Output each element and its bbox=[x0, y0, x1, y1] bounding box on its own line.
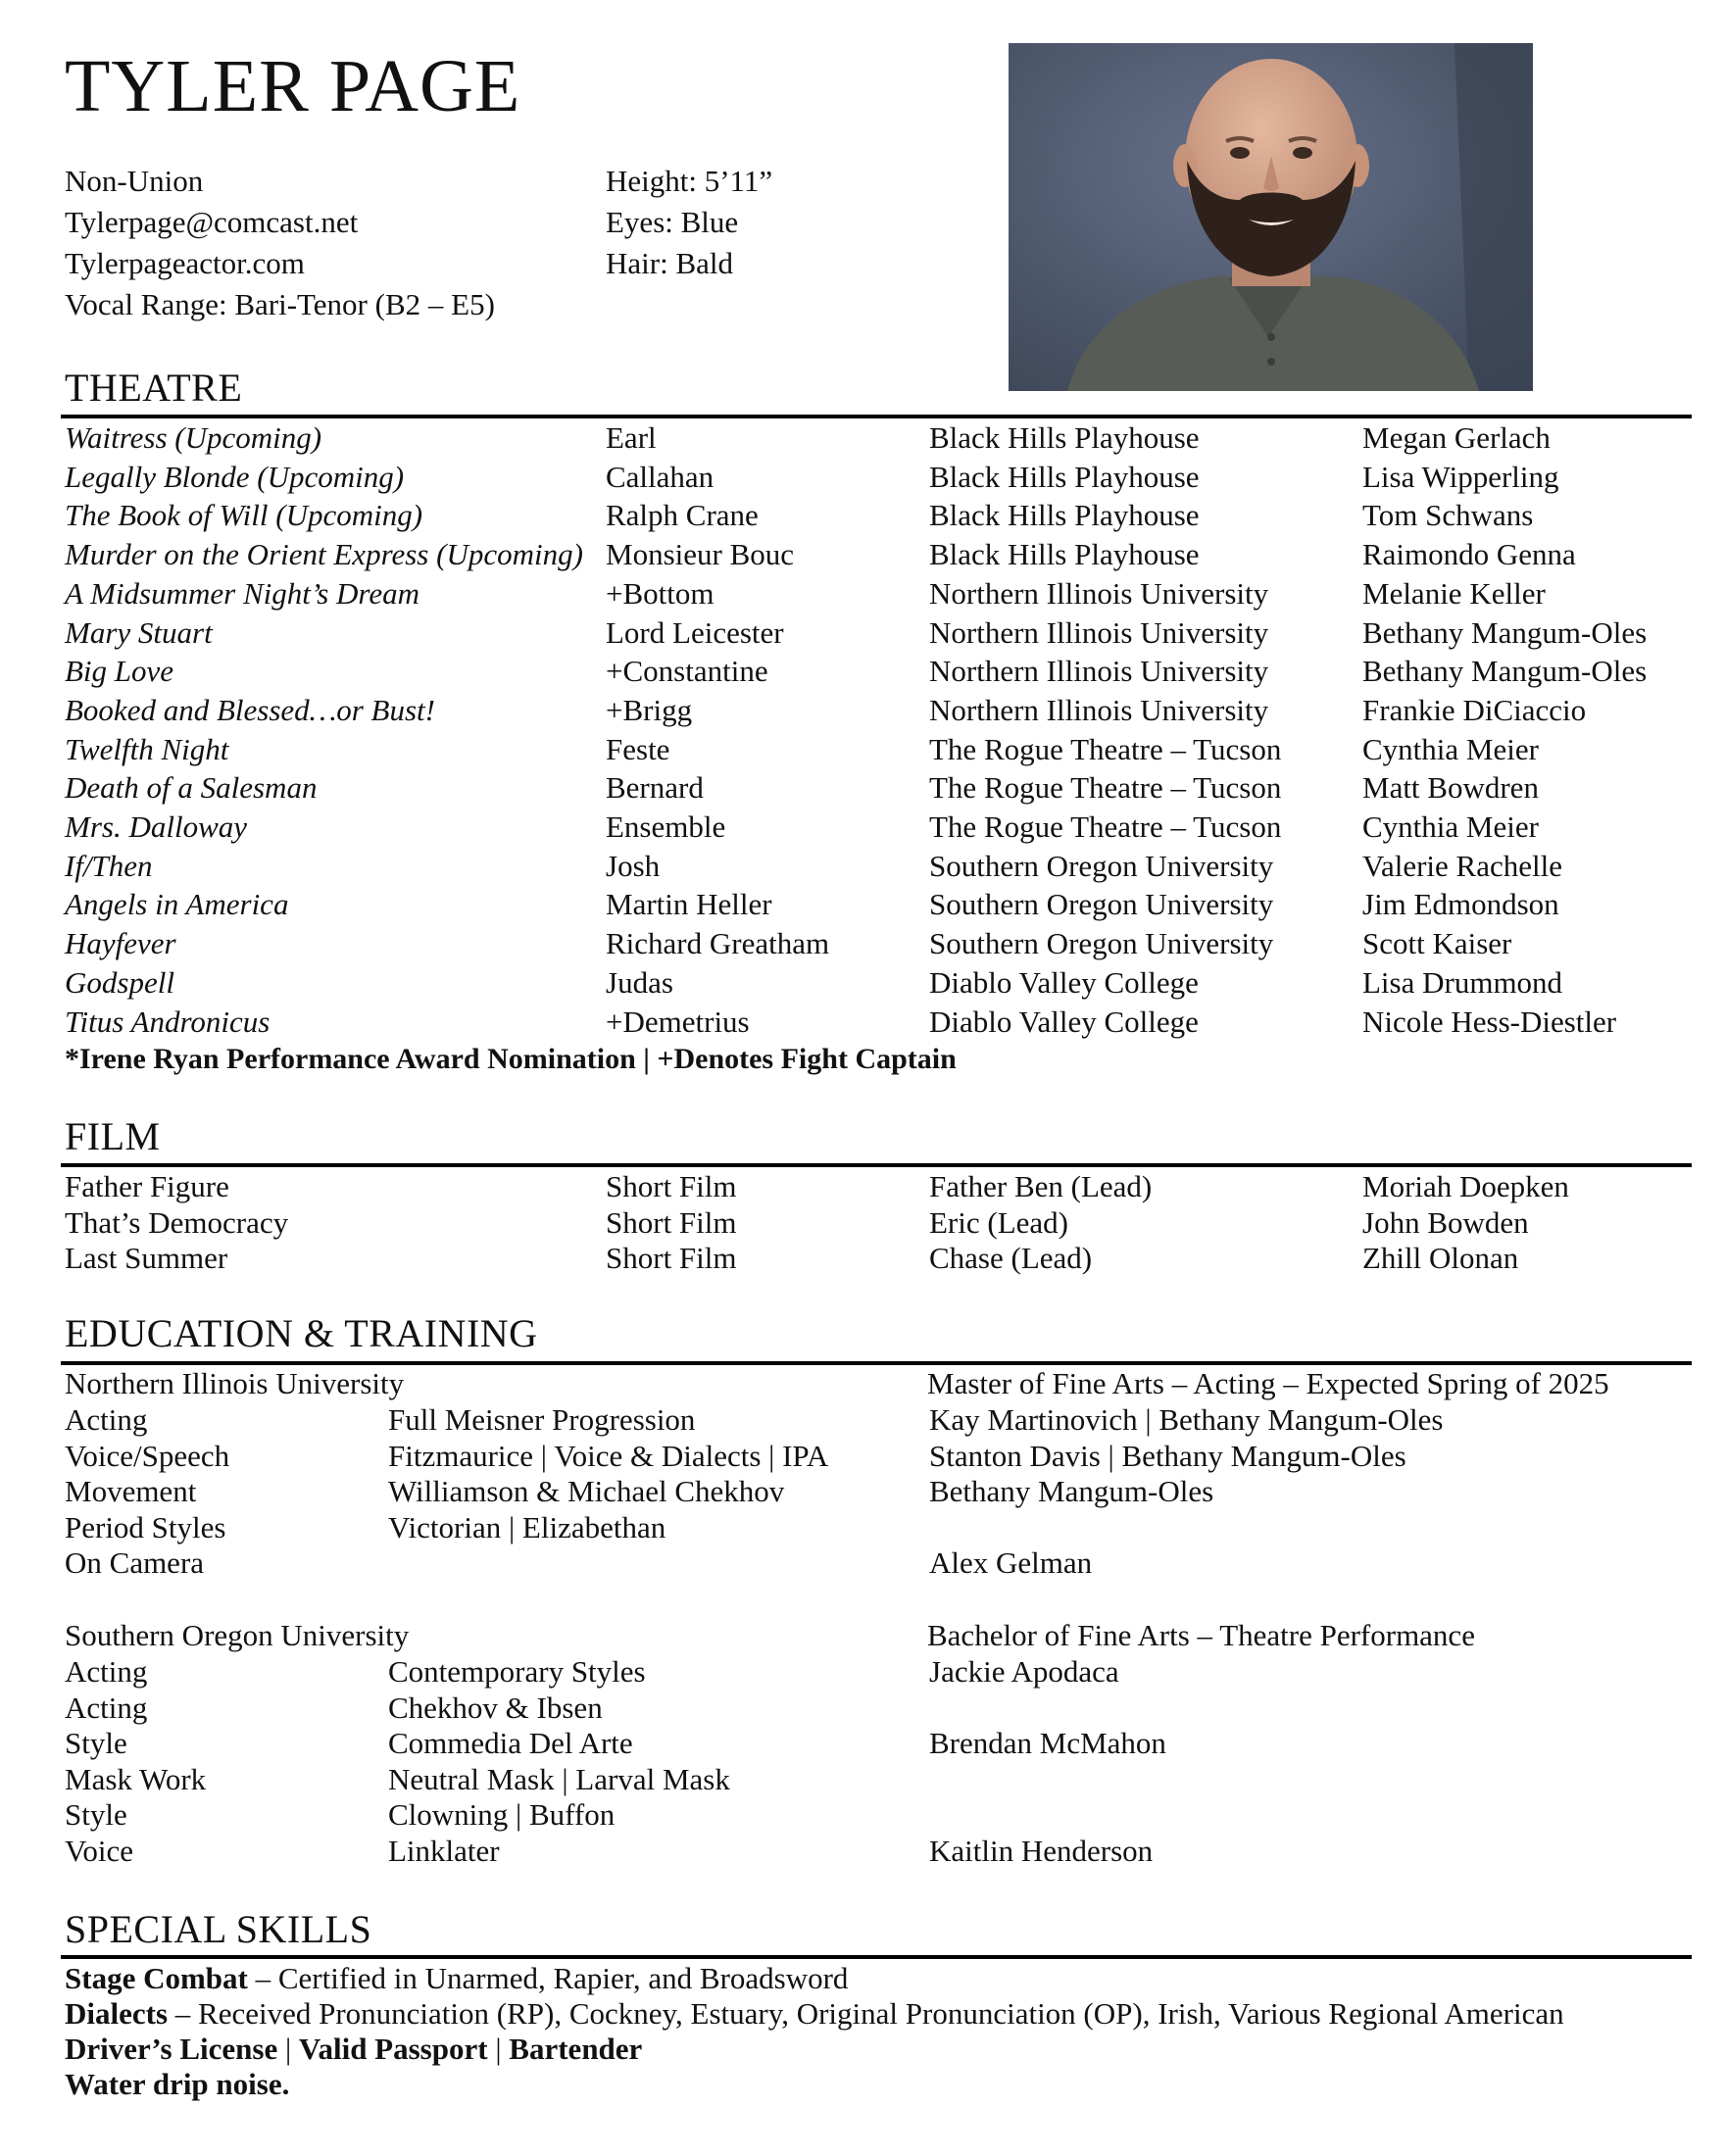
training-subject: Voice bbox=[65, 1834, 134, 1868]
training-detail: Linklater bbox=[388, 1834, 500, 1868]
company: The Rogue Theatre – Tucson bbox=[929, 731, 1282, 766]
training-detail: Victorian | Elizabethan bbox=[388, 1509, 666, 1544]
director: Cynthia Meier bbox=[1362, 731, 1539, 766]
director: Raimondo Genna bbox=[1362, 537, 1576, 572]
film-type: Short Film bbox=[606, 1204, 737, 1240]
film-director: Zhill Olonan bbox=[1362, 1241, 1519, 1275]
show-title: The Book of Will (Upcoming) bbox=[65, 498, 423, 533]
show-title: Booked and Blessed…or Bust! bbox=[65, 692, 435, 727]
director: Valerie Rachelle bbox=[1362, 848, 1562, 883]
film-role: Eric (Lead) bbox=[929, 1204, 1068, 1240]
show-title: Titus Andronicus bbox=[65, 1004, 271, 1039]
show-title: Angels in America bbox=[65, 887, 289, 922]
show-title: Twelfth Night bbox=[65, 731, 229, 766]
training-teacher: Brendan McMahon bbox=[929, 1726, 1166, 1761]
training-subject: Acting bbox=[65, 1654, 148, 1689]
director: Cynthia Meier bbox=[1362, 809, 1539, 844]
role: Bernard bbox=[606, 770, 704, 806]
training-subject: On Camera bbox=[65, 1545, 205, 1581]
skills-rule bbox=[61, 1955, 1692, 1959]
eyes: Eyes: Blue bbox=[606, 205, 739, 239]
company: Black Hills Playhouse bbox=[929, 537, 1200, 572]
show-title: Hayfever bbox=[65, 926, 176, 961]
company: Black Hills Playhouse bbox=[929, 420, 1200, 455]
skill-misc bbox=[65, 2032, 642, 2067]
skill-label: Dialects bbox=[65, 1996, 169, 2031]
height: Height: 5’11” bbox=[606, 164, 773, 198]
show-title: Legally Blonde (Upcoming) bbox=[65, 459, 405, 494]
show-title: Mary Stuart bbox=[65, 614, 213, 650]
film-director: John Bowden bbox=[1362, 1204, 1529, 1240]
role: +Demetrius bbox=[606, 1004, 750, 1039]
company: Black Hills Playhouse bbox=[929, 459, 1200, 494]
skill-separator: | bbox=[487, 2032, 510, 2066]
training-subject: Style bbox=[65, 1797, 127, 1833]
skill-separator: | bbox=[277, 2032, 299, 2066]
training-teacher: Stanton Davis | Bethany Mangum-Oles bbox=[929, 1438, 1406, 1473]
training-detail: Fitzmaurice | Voice & Dialects | IPA bbox=[388, 1438, 829, 1473]
role: Josh bbox=[606, 848, 661, 883]
training-detail: Commedia Del Arte bbox=[388, 1726, 633, 1761]
role: Martin Heller bbox=[606, 887, 772, 922]
company: Black Hills Playhouse bbox=[929, 498, 1200, 533]
show-title: Mrs. Dalloway bbox=[65, 809, 247, 844]
director: Lisa Drummond bbox=[1362, 964, 1563, 1000]
training-detail: Chekhov & Ibsen bbox=[388, 1690, 603, 1725]
headshot-photo bbox=[1009, 43, 1533, 391]
training-detail: Contemporary Styles bbox=[388, 1654, 646, 1689]
film-role: Chase (Lead) bbox=[929, 1241, 1093, 1275]
training-detail: Full Meisner Progression bbox=[388, 1402, 696, 1437]
show-title: Murder on the Orient Express (Upcoming) bbox=[65, 537, 583, 572]
website-link[interactable]: Tylerpageactor.com bbox=[65, 246, 305, 280]
show-title: Death of a Salesman bbox=[65, 770, 318, 806]
role: Earl bbox=[606, 420, 657, 455]
actor-name: TYLER PAGE bbox=[65, 45, 521, 127]
company: The Rogue Theatre – Tucson bbox=[929, 770, 1282, 806]
director: Matt Bowdren bbox=[1362, 770, 1539, 806]
company: Northern Illinois University bbox=[929, 654, 1269, 689]
director: Bethany Mangum-Oles bbox=[1362, 614, 1648, 650]
education-rule bbox=[61, 1361, 1692, 1365]
role: Monsieur Bouc bbox=[606, 537, 795, 572]
director: Lisa Wipperling bbox=[1362, 459, 1559, 494]
company: Diablo Valley College bbox=[929, 964, 1199, 1000]
niu-degree: Master of Fine Arts – Acting – Expected Spring of 2025 bbox=[927, 1366, 1609, 1400]
theatre-heading: THEATRE bbox=[65, 366, 243, 410]
training-teacher: Jackie Apodaca bbox=[929, 1654, 1119, 1689]
company: Northern Illinois University bbox=[929, 614, 1269, 650]
film-director: Moriah Doepken bbox=[1362, 1169, 1569, 1203]
role: Feste bbox=[606, 731, 670, 766]
role: Ensemble bbox=[606, 809, 726, 844]
skill-label: Stage Combat bbox=[65, 1961, 248, 1995]
film-title: That’s Democracy bbox=[65, 1204, 289, 1240]
company: Northern Illinois University bbox=[929, 692, 1269, 727]
email-link[interactable]: Tylerpage@comcast.net bbox=[65, 205, 359, 239]
director: Megan Gerlach bbox=[1362, 420, 1551, 455]
skills-heading: SPECIAL SKILLS bbox=[65, 1907, 372, 1951]
film-role: Father Ben (Lead) bbox=[929, 1169, 1153, 1203]
training-detail: Williamson & Michael Chekhov bbox=[388, 1474, 785, 1509]
film-heading: FILM bbox=[65, 1114, 161, 1158]
company: Diablo Valley College bbox=[929, 1004, 1199, 1039]
role: Lord Leicester bbox=[606, 614, 784, 650]
role: Judas bbox=[606, 964, 673, 1000]
company: Southern Oregon University bbox=[929, 848, 1274, 883]
role: +Constantine bbox=[606, 654, 768, 689]
film-type: Short Film bbox=[606, 1169, 737, 1203]
training-detail: Neutral Mask | Larval Mask bbox=[388, 1761, 730, 1796]
company: Southern Oregon University bbox=[929, 926, 1274, 961]
skill-valid-passport: Valid Passport bbox=[298, 2032, 488, 2066]
headshot-illustration bbox=[1009, 43, 1533, 391]
skill-dialects bbox=[65, 1996, 1564, 2032]
show-title: Godspell bbox=[65, 964, 174, 1000]
director: Nicole Hess-Diestler bbox=[1362, 1004, 1617, 1039]
theatre-rule bbox=[61, 415, 1692, 418]
sou-school: Southern Oregon University bbox=[65, 1618, 410, 1652]
show-title: If/Then bbox=[65, 848, 153, 883]
training-detail: Clowning | Buffon bbox=[388, 1797, 616, 1833]
training-subject: Style bbox=[65, 1726, 127, 1761]
director: Tom Schwans bbox=[1362, 498, 1534, 533]
hair: Hair: Bald bbox=[606, 246, 733, 280]
show-title: A Midsummer Night’s Dream bbox=[65, 575, 419, 611]
role: +Brigg bbox=[606, 692, 693, 727]
film-title: Last Summer bbox=[65, 1241, 228, 1275]
film-rule bbox=[61, 1163, 1692, 1167]
film-type: Short Film bbox=[606, 1241, 737, 1275]
director: Scott Kaiser bbox=[1362, 926, 1512, 961]
director: Jim Edmondson bbox=[1362, 887, 1559, 922]
skill-drivers-license: Driver’s License bbox=[65, 2032, 278, 2066]
sou-degree: Bachelor of Fine Arts – Theatre Performance bbox=[927, 1618, 1475, 1652]
film-title: Father Figure bbox=[65, 1169, 229, 1203]
training-subject: Mask Work bbox=[65, 1761, 207, 1796]
role: Ralph Crane bbox=[606, 498, 759, 533]
training-teacher: Bethany Mangum-Oles bbox=[929, 1474, 1214, 1509]
role: Callahan bbox=[606, 459, 715, 494]
training-subject: Movement bbox=[65, 1474, 197, 1509]
skill-text: – Certified in Unarmed, Rapier, and Broadsword bbox=[247, 1961, 849, 1995]
director: Bethany Mangum-Oles bbox=[1362, 654, 1648, 689]
training-teacher: Kaitlin Henderson bbox=[929, 1834, 1154, 1868]
company: Southern Oregon University bbox=[929, 887, 1274, 922]
skill-extra: Water drip noise. bbox=[65, 2067, 290, 2101]
skill-stage-combat bbox=[65, 1961, 848, 1996]
education-heading: EDUCATION & TRAINING bbox=[65, 1311, 538, 1355]
director: Frankie DiCiaccio bbox=[1362, 692, 1587, 727]
training-subject: Voice/Speech bbox=[65, 1438, 230, 1473]
skill-bartender: Bartender bbox=[509, 2032, 643, 2066]
training-subject: Period Styles bbox=[65, 1509, 226, 1544]
vocal-range: Vocal Range: Bari-Tenor (B2 – E5) bbox=[65, 287, 495, 321]
training-subject: Acting bbox=[65, 1402, 148, 1437]
role: +Bottom bbox=[606, 575, 715, 611]
company: The Rogue Theatre – Tucson bbox=[929, 809, 1282, 844]
company: Northern Illinois University bbox=[929, 575, 1269, 611]
show-title: Waitress (Upcoming) bbox=[65, 420, 322, 455]
union-status: Non-Union bbox=[65, 164, 204, 198]
training-subject: Acting bbox=[65, 1690, 148, 1725]
skill-text: – Received Pronunciation (RP), Cockney, Estuary, Original Pronunciation (OP), Irish, Various Regional American bbox=[168, 1996, 1564, 2031]
training-teacher: Alex Gelman bbox=[929, 1545, 1093, 1581]
role: Richard Greatham bbox=[606, 926, 830, 961]
theatre-footnote: *Irene Ryan Performance Award Nomination | +Denotes Fight Captain bbox=[65, 1043, 957, 1075]
show-title: Big Love bbox=[65, 654, 174, 689]
director: Melanie Keller bbox=[1362, 575, 1546, 611]
training-teacher: Kay Martinovich | Bethany Mangum-Oles bbox=[929, 1402, 1444, 1437]
niu-school: Northern Illinois University bbox=[65, 1366, 405, 1400]
